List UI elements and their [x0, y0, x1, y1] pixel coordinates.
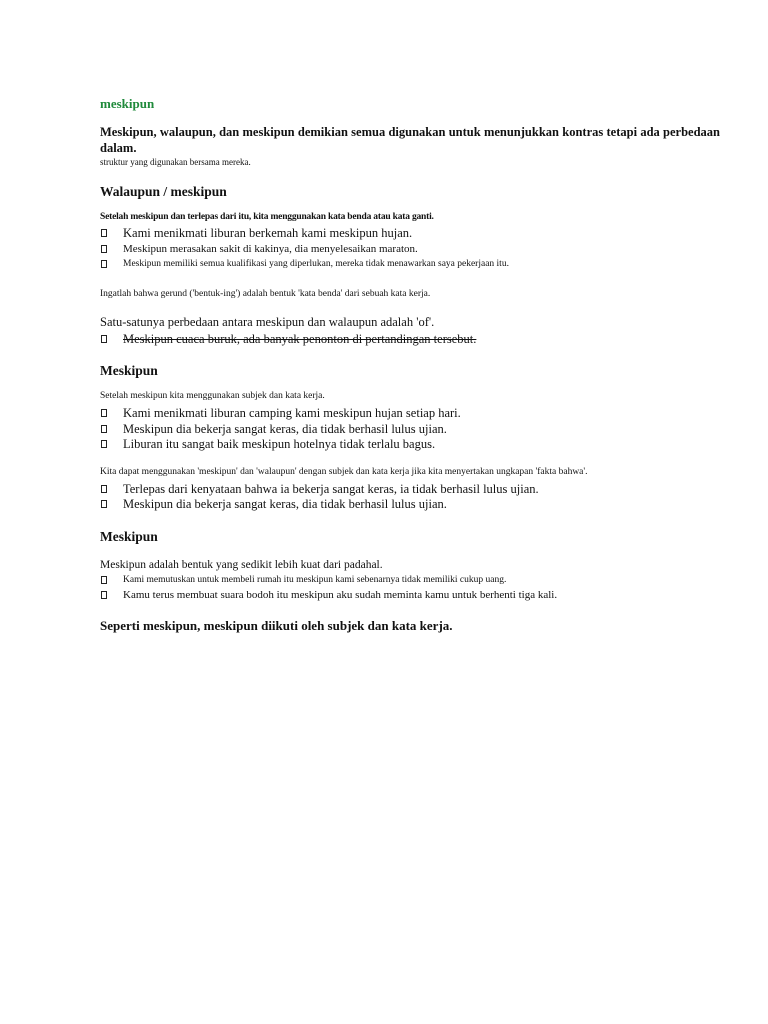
list-item: Terlepas dari kenyataan bahwa ia bekerja sangat keras, ia tidak berhasil lulus ujian. [100, 482, 720, 498]
checkbox-icon [101, 440, 107, 448]
list-item: Meskipun merasakan sakit di kakinya, dia menyelesaikan maraton. [100, 242, 720, 258]
intro-paragraph: Meskipun, walaupun, dan meskipun demikian semua digunakan untuk menunjukkan kontras tetapi ada perbedaan dalam. [100, 125, 720, 155]
list-item: Meskipun dia bekerja sangat keras, dia tidak berhasil lulus ujian. [100, 497, 720, 513]
section2-list [100, 406, 720, 453]
checkbox-icon [101, 576, 107, 584]
document-title: meskipun [100, 96, 155, 111]
difference-note: Satu-satunya perbedaan antara meskipun dan walaupun adalah 'of'. [100, 314, 435, 329]
section3-list [100, 573, 720, 604]
list-item: Meskipun memiliki semua kualifikasi yang diperlukan, mereka tidak menawarkan saya pekerjaan itu. [100, 257, 720, 273]
checkbox-icon [101, 335, 107, 343]
section2-note: Setelah meskipun kita menggunakan subjek dan kata kerja. [100, 391, 325, 401]
section1-note: Setelah meskipun dan terlepas dari itu, kita menggunakan kata benda atau kata ganti. [100, 212, 434, 222]
list-item: Kami menikmati liburan berkemah kami meskipun hujan. [100, 226, 720, 242]
section-heading-walaupun: Walaupun / meskipun [100, 184, 227, 199]
document-page [100, 96, 720, 634]
gerund-note: Ingatlah bahwa gerund ('bentuk-ing') adalah bentuk 'kata benda' dari sebuah kata kerja. [100, 288, 431, 299]
list-item: Kami menikmati liburan camping kami meskipun hujan setiap hari. [100, 406, 720, 422]
checkbox-icon [101, 500, 107, 508]
closing-statement: Seperti meskipun, meskipun diikuti oleh subjek dan kata kerja. [100, 617, 453, 633]
list-item: Meskipun cuaca buruk, ada banyak penonton di pertandingan tersebut. [100, 332, 720, 348]
fact-note: Kita dapat menggunakan 'meskipun' dan 'walaupun' dengan subjek dan kata kerja jika kita menyertakan ungkapan 'fakta bahwa'. [100, 466, 588, 477]
checkbox-icon [101, 245, 107, 253]
list-item: Liburan itu sangat baik meskipun hotelnya tidak terlalu bagus. [100, 437, 720, 453]
struck-list [100, 332, 720, 348]
checkbox-icon [101, 409, 107, 417]
fact-list [100, 482, 720, 513]
section-heading-meskipun-2: Meskipun [100, 528, 158, 544]
list-item: Kami memutuskan untuk membeli rumah itu meskipun kami sebenarnya tidak memiliki cukup uang. [100, 573, 720, 589]
list-item: Meskipun dia bekerja sangat keras, dia tidak berhasil lulus ujian. [100, 422, 720, 438]
checkbox-icon [101, 229, 107, 237]
checkbox-icon [101, 260, 107, 268]
checkbox-icon [101, 591, 107, 599]
checkbox-icon [101, 425, 107, 433]
section3-note: Meskipun adalah bentuk yang sedikit lebih kuat dari padahal. [100, 558, 383, 571]
list-item: Kamu terus membuat suara bodoh itu meskipun aku sudah meminta kamu untuk berhenti tiga kali. [100, 588, 720, 604]
section1-list [100, 226, 720, 273]
section-heading-meskipun: Meskipun [100, 363, 158, 378]
checkbox-icon [101, 485, 107, 493]
intro-subline: struktur yang digunakan bersama mereka. [100, 157, 251, 167]
